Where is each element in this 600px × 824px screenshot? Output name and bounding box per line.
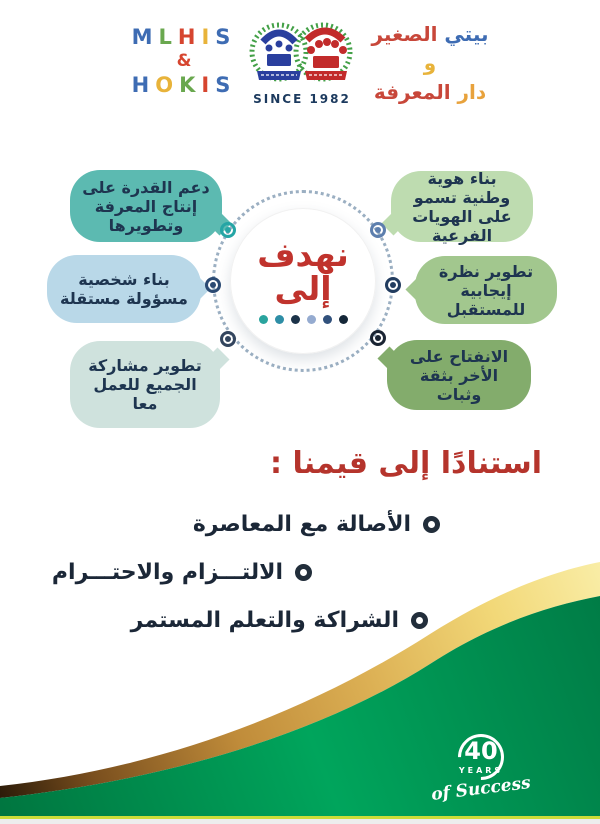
school-name-arabic-line3: دار المعرفة [373, 80, 487, 104]
goal-text: دعم القدرة على إنتاج المعرفة وتطويرها [82, 177, 210, 235]
connector-bullseye-icon [205, 277, 221, 293]
goals-title-line1: نهدف [257, 235, 349, 274]
goal-bubble [391, 168, 533, 245]
goal-text: بناء شخصية مسؤولة مستقلة [60, 270, 188, 308]
connector-bullseye-icon [220, 222, 236, 238]
since-label: SINCE 1982 [253, 92, 351, 106]
connector-bullseye-icon [220, 331, 236, 347]
school-acronym [116, 24, 252, 98]
connector-bullseye-icon [370, 222, 386, 238]
color-dot-icon [291, 315, 300, 324]
value-text: الالتـــزام والاحتـــرام [51, 560, 283, 585]
school-acronym-line2: HOKIS [131, 73, 237, 97]
color-dot-icon [323, 315, 332, 324]
color-dot-icon [275, 315, 284, 324]
goal-bubble [387, 340, 531, 410]
color-dot-icon [307, 315, 316, 324]
anniversary-badge [426, 734, 536, 806]
goal-bubble [47, 255, 201, 323]
value-item [193, 512, 440, 537]
goals-title [257, 235, 349, 308]
ampersand: & [176, 51, 192, 71]
value-text: الأصالة مع المعاصرة [192, 512, 411, 537]
anniversary-tagline: of Success [430, 772, 532, 806]
school-acronym-line1: MLHIS [131, 25, 237, 49]
connector-bullseye-icon [370, 330, 386, 346]
color-dot-icon [259, 315, 268, 324]
value-text: الشراكة والتعلم المستمر [130, 608, 399, 633]
goals-title-line2: إلى [274, 269, 332, 308]
goal-bubble [70, 341, 220, 428]
dots-row [259, 315, 348, 324]
goal-bubble [415, 256, 557, 324]
goal-text: تطوير نظرة إيجابية للمستقبل [438, 261, 534, 319]
goal-text: تطوير مشاركة الجميع للعمل معا [88, 356, 202, 413]
goal-text: الانفتاح على الأخر بثقة وثبات [409, 346, 509, 404]
goal-bubble [70, 170, 222, 242]
anniversary-years-number: 40 [464, 737, 498, 765]
connector-bullseye-icon [385, 277, 401, 293]
goal-text: بناء هوية وطنية تسمو على الهويات الفرعية [412, 168, 512, 245]
school-name-arabic [352, 20, 508, 107]
school-name-arabic-line2: و [423, 51, 437, 75]
school-name-arabic-line1: بيتي الصغير [371, 22, 489, 46]
values-heading: استنادًا إلى قيمنا : [270, 446, 542, 481]
goals-center-circle [230, 208, 376, 354]
ring-bullet-icon [423, 516, 440, 533]
color-dot-icon [339, 315, 348, 324]
anniversary-years-label: YEARS [458, 766, 504, 775]
school-emblem-logo [246, 14, 358, 94]
